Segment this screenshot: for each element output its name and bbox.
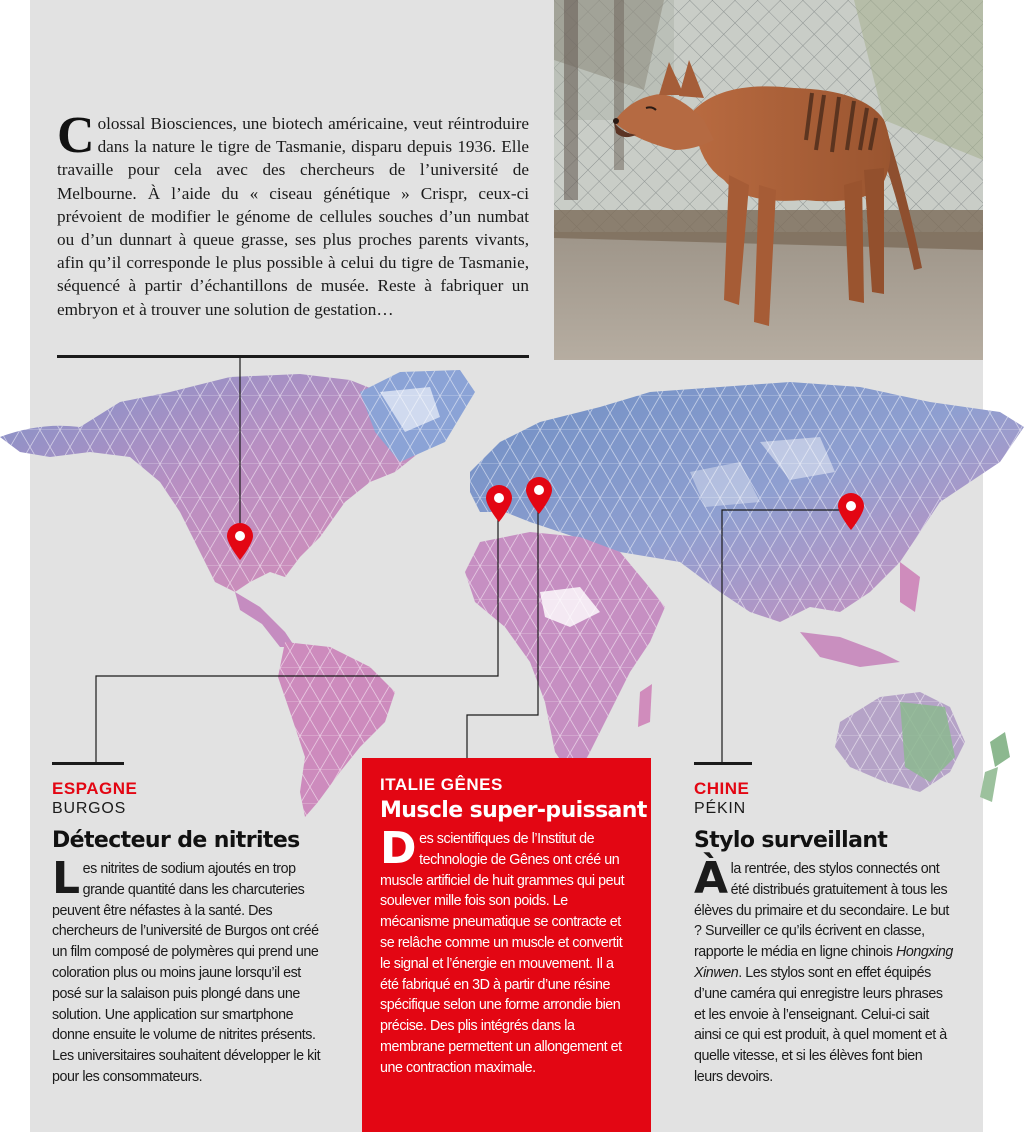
article-divider bbox=[52, 762, 124, 765]
location-pin-icon[interactable] bbox=[225, 522, 255, 562]
article-espagne bbox=[52, 762, 327, 1088]
article-dropcap: À bbox=[694, 853, 728, 904]
article-text: la rentrée, des stylos connectés ont été distribués gratuitement à tous les élèves du primaire et du secondaire. Le but ? Surveiller ce qu’ils écrivent en classe, rapporte le média en ligne chinois bbox=[694, 861, 949, 961]
article-headline: Muscle super-puissant bbox=[380, 798, 647, 823]
intro-text: olossal Biosciences, une biotech américaine, veut réintroduire dans la nature le tigre de Tasmanie, disparu depuis 1936. Elle travaille pour cela avec des chercheurs de l’université de Melbourne. À l’aide du « ciseau génétique » Crispr, ceux-ci prévoient de modifier le génome de cellules souches d’un numbat ou d’un dunnart à queue grasse, ses plus proches parents vivants, afin qu’il corresponde le plus possible à celui du tigre de Tasmanie, séquencé à partir d’échantillons de musée. Reste à fabriquer un embryon et à trouver une solution de gestation… bbox=[57, 114, 529, 319]
location-pin-icon[interactable] bbox=[524, 476, 554, 516]
article-country: CHINE bbox=[694, 779, 750, 798]
article-city: BURGOS bbox=[52, 800, 127, 817]
article-divider bbox=[694, 762, 752, 765]
article-chine bbox=[694, 762, 954, 1088]
article-body bbox=[694, 853, 954, 1088]
article-country: ESPAGNE bbox=[52, 779, 138, 798]
world-map bbox=[0, 362, 1024, 822]
article-text: es scientifiques de l’Institut de technologie de Gênes ont créé un muscle artificiel de huit grammes qui peut soulever mille fois son poids. Le mécanisme pneumatique se contracte et se relâche comme un muscle et convertit le signal et l’énergie en mouvement. Il a été fabriqué en 3D à partir d’une résine spécifique selon une forme arrondie bien précise. Des plis intégrés dans la membrane permettent un allongement et une contraction maximale. bbox=[380, 831, 625, 1076]
intro-dropcap: C bbox=[57, 107, 95, 164]
article-body bbox=[52, 853, 327, 1088]
article-country: ITALIE GÊNES bbox=[380, 775, 503, 794]
article-source: Hongxing Xinwen bbox=[694, 944, 953, 981]
intro-article bbox=[57, 107, 529, 321]
location-pin-icon[interactable] bbox=[484, 484, 514, 524]
article-dropcap: D bbox=[380, 823, 417, 874]
article-dropcap: L bbox=[52, 853, 80, 904]
article-city: PÉKIN bbox=[694, 800, 747, 817]
article-text-end: . Les stylos sont en effet équipés d’une caméra qui enregistre leurs phrases et les envoie à l’enseignant. Celui-ci sait ainsi ce qui est produit, à quel moment et à quelle vitesse, et si les élèves font bien leurs devoirs. bbox=[694, 964, 947, 1085]
article-headline: Stylo surveillant bbox=[694, 828, 888, 853]
article-headline: Détecteur de nitrites bbox=[52, 828, 300, 853]
article-text: es nitrites de sodium ajoutés en trop grande quantité dans les charcuteries peuvent être néfastes à la santé. Des chercheurs de l’université de Burgos ont créé un film composé de polymères qui prend une coloration plus ou moins jaune lorsqu’il est posé sur la salaison puis plongé dans une solution. Une application sur smartphone donne ensuite le volume de nitrites présents. Les universitaires souhaitent développer le kit pour les consommateurs. bbox=[52, 861, 321, 1085]
intro-divider bbox=[57, 355, 529, 358]
article-body bbox=[380, 823, 633, 1079]
tasmanian-tiger-photo bbox=[554, 0, 983, 360]
article-italie bbox=[362, 758, 651, 1132]
location-pin-icon[interactable] bbox=[836, 492, 866, 532]
